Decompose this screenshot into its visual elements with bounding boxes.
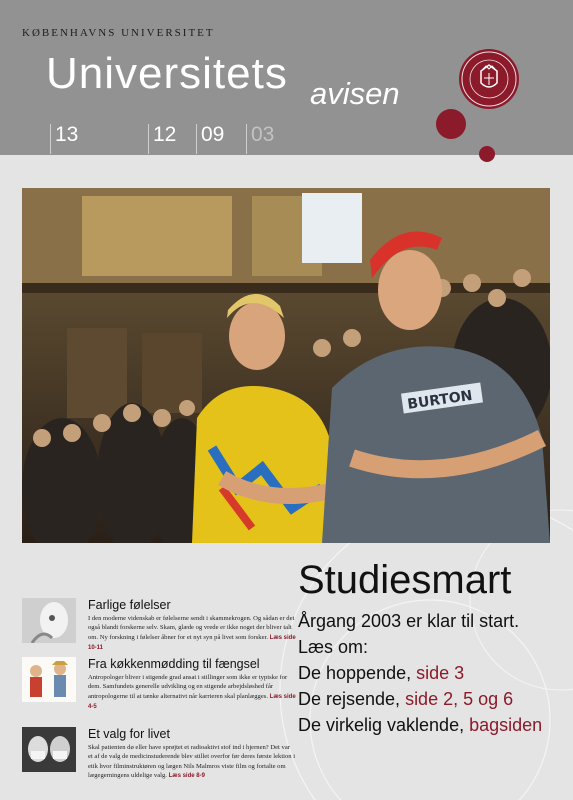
teaser-item <box>22 657 296 712</box>
teaser-item <box>22 727 296 782</box>
decorative-dot <box>436 109 466 139</box>
teaser-read-more-link[interactable]: Læs side 10-11 <box>88 634 296 651</box>
shirt-text: BURTON <box>406 387 474 413</box>
teaser-body: Antropologer bliver i stigende grad ansat i stillinger som ikke er typiske for dem. Samfundets generelle udvikling og en stigende arbejdsløshed får antropologerne til at tænke alternativt når karrieren skal planlægges. Læs side 4-5 <box>88 674 296 710</box>
date-month: 09 <box>201 123 225 146</box>
teaser-thumbnail <box>22 598 76 643</box>
date-divider <box>148 124 149 154</box>
university-name: KØBENHAVNS UNIVERSITET <box>22 27 215 39</box>
date-divider <box>246 124 247 154</box>
page-reference-link[interactable]: bagsiden <box>469 715 543 735</box>
newspaper-title-sub: avisen <box>310 76 400 111</box>
read-about-label: Læs om: <box>298 637 369 657</box>
teaser-body: I den moderne videnskab er følelserne sendt i skammekrogen. Og sådan er det også blandt forskerne selv. Skam, glæde og vrede er ikke noget der bliver talt om. Ny forskning i følelser åbner for et nyt syn på livet som forsker. Læs side 10-11 <box>88 615 296 651</box>
page-reference-link[interactable]: side 2, 5 og 6 <box>405 689 514 709</box>
cover-subhead: Årgang 2003 er klar til start. <box>298 611 520 631</box>
cover-item: De hoppende, side 3 <box>298 663 465 683</box>
date-year: 03 <box>251 123 275 146</box>
date-day: 12 <box>153 123 177 146</box>
page-reference-link[interactable]: side 3 <box>416 663 465 683</box>
teaser-title: Et valg for livet <box>88 727 170 741</box>
newspaper-title: Universitets <box>46 49 288 98</box>
issue-divider <box>50 124 51 154</box>
cover-photo <box>22 188 550 543</box>
university-seal-icon <box>459 49 519 109</box>
teaser-item <box>22 598 296 653</box>
teaser-thumbnail <box>22 657 76 702</box>
decorative-dot <box>479 146 495 162</box>
date-divider <box>196 124 197 154</box>
teaser-read-more-link[interactable]: Læs side 8-9 <box>168 772 205 779</box>
cover-item: De virkelig vaklende, bagsiden <box>298 715 543 735</box>
issue-number: 13 <box>55 123 79 146</box>
teaser-body: Skal patienten dø eller have sprøjtet et radioaktivt stof ind i hjernen? Det var et af de valg de medicinstuderende blev stillet overfor før deres første lektion i etik hvor filminstruktøren og lægen Nils Malmros viste film og fortalte om lægegerningens uldelige valg. Læs side 8-9 <box>88 744 296 779</box>
teaser-title: Farlige følelser <box>88 598 171 612</box>
cover-headline: Studiesmart <box>298 558 512 602</box>
teaser-title: Fra køkkenmødding til fængsel <box>88 657 260 671</box>
cover-item: De rejsende, side 2, 5 og 6 <box>298 689 514 709</box>
teaser-read-more-link[interactable]: Læs side 4-5 <box>88 693 296 710</box>
teaser-thumbnail <box>22 727 76 772</box>
